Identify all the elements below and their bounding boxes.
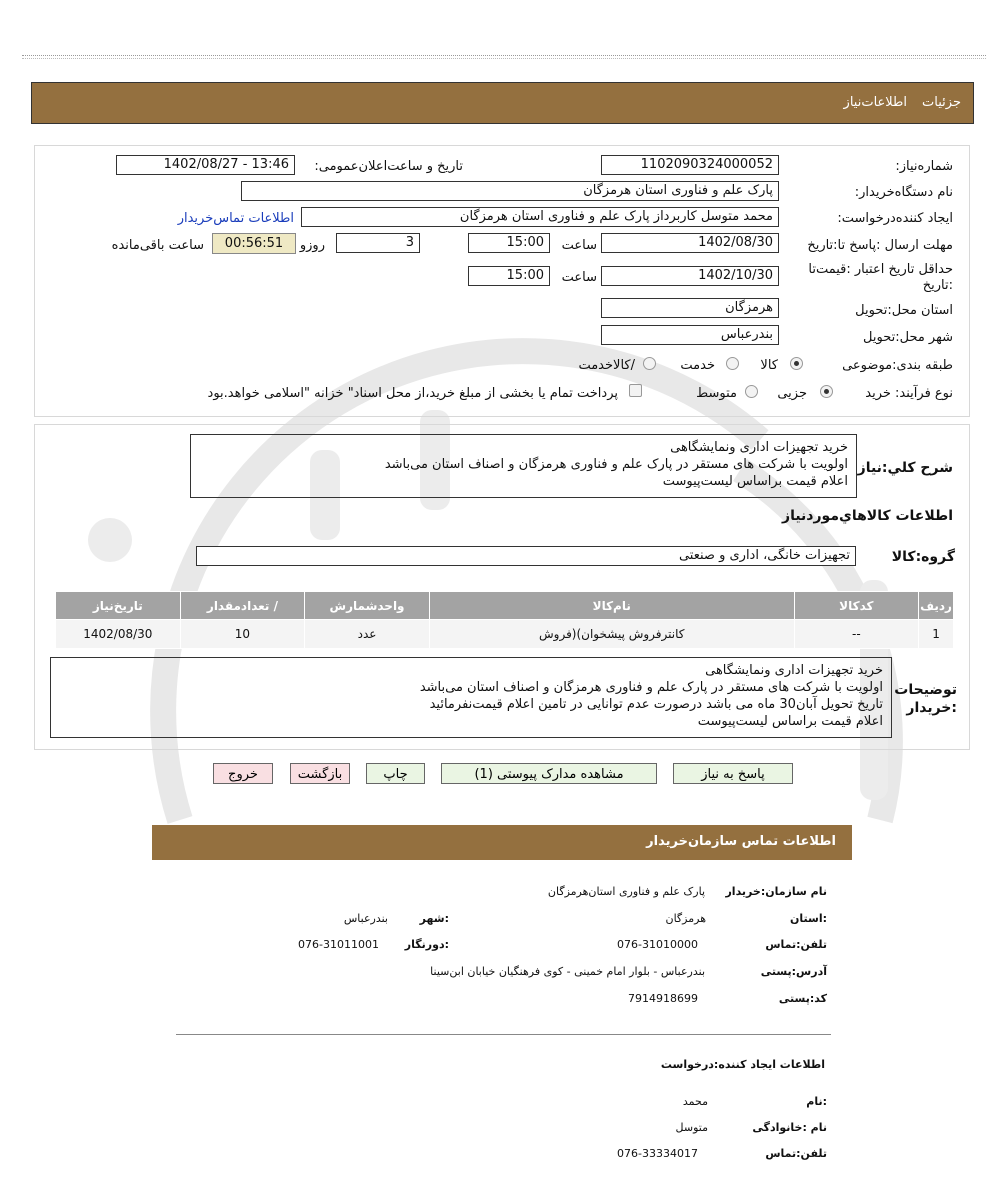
creator-phone-value: 076-33334017 (617, 1147, 698, 1160)
cell-code: -- (794, 620, 918, 649)
need-number-label: شماره‌نیاز: (895, 159, 953, 174)
radio-service-label: خدمت (680, 358, 715, 373)
cell-need-date: 1402/08/30 (56, 620, 181, 649)
buyer-notes-label-1: توضیحات (894, 682, 957, 698)
radio-service[interactable] (726, 357, 739, 370)
buyer-org-field: پارک علم و فناوری استان هرمزگان (241, 181, 779, 201)
creator-label: ایجاد کننده‌درخواست: (837, 211, 953, 226)
cell-name: کانترفروش پیشخوان)(فروش (429, 620, 794, 649)
summary-label: شرح کلي:نیاز (857, 460, 953, 476)
buyer-note-line: تاریخ تحویل آبان30 ماه می باشد درصورت عدم توانایی در تامین اعلام قیمت‌نفرمائید (429, 697, 883, 712)
creator-family-label: نام :خانوادگی (752, 1121, 827, 1134)
col-name: نام‌کالا (429, 592, 794, 620)
city-label: شهر محل:تحویل (863, 330, 953, 345)
goods-info-title: اطلاعات کالاهاي‌موردنیاز (782, 508, 953, 524)
deadline-date-field: 1402/08/30 (601, 233, 779, 253)
col-row: ردیف (919, 592, 954, 620)
deadline-hour-label: ساعت (561, 238, 597, 253)
attachments-button[interactable]: مشاهده مدارک پیوستی (1) (441, 763, 657, 784)
radio-partial-label: جزیی (777, 386, 807, 401)
top-dotted-divider-2 (22, 58, 986, 59)
contact-org-label: نام سازمان:خریدار (725, 885, 827, 898)
summary-line: خرید تجهیزات اداری ونمایشگاهی (670, 440, 848, 455)
buyer-notes-box (50, 657, 892, 738)
province-label: استان محل:تحویل (855, 303, 953, 318)
summary-line: اولویت با شرکت های مستقر در پارک علم و فناوری هرمزگان و اصناف استان می‌باشد (384, 457, 848, 472)
days-field: 3 (336, 233, 420, 253)
col-quantity: / تعدادمقدار (180, 592, 305, 620)
top-dotted-divider (22, 55, 986, 56)
radio-goods-service-label: /کالاخدمت (578, 358, 635, 373)
contact-address-label: آدرس:پستی (760, 965, 827, 978)
contact-fax-value: 076-31011001 (298, 938, 379, 951)
days-label: روزو (299, 238, 325, 253)
buyer-contact-link[interactable]: اطلاعات تماس‌خریدار (177, 211, 294, 226)
col-unit: واحدشمارش (305, 592, 430, 620)
col-code: کدکالا (794, 592, 918, 620)
contact-province-label: :استان (790, 912, 827, 925)
contact-divider (176, 1034, 831, 1035)
validity-label-1: حداقل تاریخ اعتبار :قیمت‌تا (808, 262, 953, 277)
deadline-time-field: 15:00 (468, 233, 550, 253)
creator-name-value: محمد (682, 1095, 708, 1108)
col-need-date: تاریخ‌نیاز (56, 592, 181, 620)
contact-address-value: بندرعباس - بلوار امام خمینی - کوی فرهنگیان خیابان ابن‌سینا (430, 965, 705, 978)
radio-goods[interactable] (790, 357, 803, 370)
cell-unit: عدد (305, 620, 430, 649)
city-field: بندرعباس (601, 325, 779, 345)
creator-phone-label: تلفن:تماس (765, 1147, 827, 1160)
exit-button[interactable]: خروج (213, 763, 273, 784)
buyer-note-line: اعلام قیمت براساس لیست‌پیوست (697, 714, 883, 729)
buyer-note-line: اولویت با شرکت های مستقر در پارک علم و فناوری هرمزگان و اصناف استان می‌باشد (419, 680, 883, 695)
buyer-org-label: نام دستگاه‌خریدار: (854, 185, 953, 200)
creator-name-label: :نام (806, 1095, 827, 1108)
validity-hour-label: ساعت (561, 270, 597, 285)
contact-city-label: :شهر (419, 912, 449, 925)
radio-goods-service[interactable] (643, 357, 656, 370)
cell-quantity: 10 (180, 620, 305, 649)
contact-phone-value: 076-31010000 (617, 938, 698, 951)
tab-details[interactable]: جزئیات (922, 95, 961, 110)
back-button[interactable]: بازگشت (290, 763, 350, 784)
remaining-label: ساعت باقی‌مانده (111, 238, 204, 253)
radio-medium-label: متوسط (696, 386, 737, 401)
province-field: هرمزگان (601, 298, 779, 318)
buyer-note-line: خرید تجهیزات اداری ونمایشگاهی (705, 663, 883, 678)
announce-field: 1402/08/27 - 13:46 (116, 155, 295, 175)
radio-partial[interactable] (820, 385, 833, 398)
cell-row: 1 (919, 620, 954, 649)
summary-box (190, 434, 857, 498)
process-label: نوع فرآیند: خرید (865, 386, 953, 401)
need-number-field: 1102090324000052 (601, 155, 779, 175)
category-label: طبقه بندی:موضوعی (842, 358, 953, 373)
radio-medium[interactable] (745, 385, 758, 398)
creator-info-title: اطلاعات ایجاد کننده:درخواست (660, 1058, 825, 1071)
remaining-timer: 00:56:51 (212, 233, 296, 254)
goods-group-field: تجهیزات خانگی، اداری و صنعتی (196, 546, 856, 566)
radio-goods-label: کالا (760, 358, 778, 373)
print-button[interactable]: چاپ (366, 763, 425, 784)
table-row (56, 620, 954, 649)
summary-line: اعلام قیمت براساس لیست‌پیوست (662, 474, 848, 489)
buyer-notes-label-2: :خریدار (906, 700, 957, 716)
contact-phone-label: تلفن:تماس (765, 938, 827, 951)
validity-time-field: 15:00 (468, 266, 550, 286)
deadline-label: مهلت ارسال :پاسخ تا:تاریخ (807, 238, 953, 253)
tab-need-info[interactable]: اطلاعات‌نیاز (843, 95, 907, 110)
contact-postal-label: کد:پستی (778, 992, 827, 1005)
contact-header-bar (152, 825, 852, 860)
goods-table (55, 591, 954, 649)
contact-city-value: بندرعباس (343, 912, 388, 925)
creator-field: محمد متوسل کاربرداز پارک علم و فناوری استان هرمزگان (301, 207, 779, 227)
goods-group-label: گروه:کالا (891, 549, 955, 565)
validity-date-field: 1402/10/30 (601, 266, 779, 286)
page-header-bar (31, 82, 974, 124)
announce-label: تاریخ و ساعت‌اعلان‌عمومی: (314, 159, 463, 174)
contact-org-value: پارک علم و فناوری استان‌هرمزگان (547, 885, 705, 898)
contact-postal-value: 7914918699 (628, 992, 698, 1005)
reply-button[interactable]: پاسخ به نیاز (673, 763, 793, 784)
contact-fax-label: :دورنگار (404, 938, 449, 951)
validity-label-2: :تاریخ (922, 278, 953, 293)
contact-title: اطلاعات تماس سازمان‌خریدار (646, 834, 836, 849)
contact-province-value: هرمزگان (665, 912, 706, 925)
creator-family-value: متوسل (675, 1121, 708, 1134)
treasury-checkbox[interactable] (629, 384, 642, 397)
treasury-note: پرداخت تمام یا بخشی از مبلغ خرید،از محل اسناد" خزانه "اسلامی خواهد.بود (207, 386, 618, 401)
